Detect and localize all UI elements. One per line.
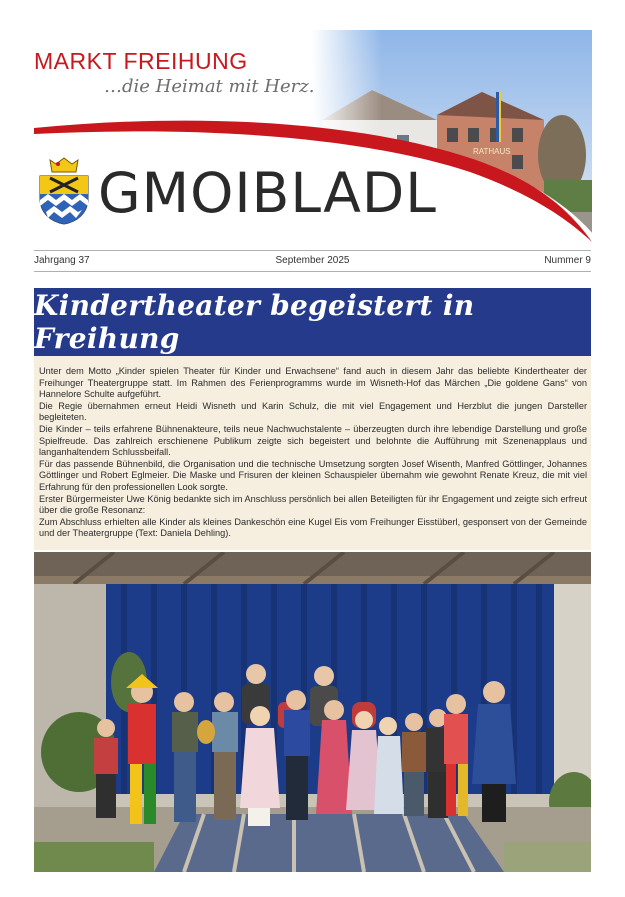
article-title-banner	[34, 288, 591, 356]
issue-info-bar	[34, 250, 591, 272]
brand-slogan: …die Heimat mit Herz.	[104, 76, 315, 97]
article-body	[34, 356, 591, 550]
article-title: Kindertheater begeistert in Freihung	[34, 289, 475, 355]
article-paragraph: Die Regie übernahmen erneut Heidi Wisneth und Karin Schulz, die mit viel Engagement und Herzblut die jungen Darsteller begleiteten.	[39, 400, 587, 423]
article-paragraph: Für das passende Bühnenbild, die Organisation und die technische Umsetzung sorgten Josef Wisenth, Manfred Göttlinger, Johannes Göttlinger und Robert Eglmeier. Die Maske und Frisuren der kleinen Schauspieler übernahm wie gewohnt Renate Kreuz, die mit viel Erfahrung für den professionellen Look sorgte.	[39, 458, 587, 492]
article-paragraph: Die Kinder – teils erfahrene Bühnenakteure, teils neue Nachwuchstalente – überzeugten durch ihre lebendige Darstellung und große Spielfreude. Das zahlreich erschienene Publikum zeigte sich begeistert und belohnte die Aufführung mit Szenenapplaus und langanhaltendem Schlussbeifall.	[39, 423, 587, 458]
brand-name: MARKT FREIHUNG	[34, 48, 248, 74]
coat-of-arms-icon	[36, 154, 92, 226]
article-paragraph: Zum Abschluss erhielten alle Kinder als kleines Dankeschön eine Kugel Eis vom Freihunger Eisstüberl, gesponsert von der Gemeinde und der Theatergruppe (Text: Daniela Dehling).	[39, 516, 587, 539]
article-paragraph: Erster Bürgermeister Uwe König bedankte sich im Anschluss persönlich bei allen Beteiligten für ihr Engagement und zeigte sich erfreut über die große Resonanz:	[39, 493, 587, 516]
volume-label: Jahrgang 37	[34, 255, 90, 266]
issue-date: September 2025	[275, 255, 350, 266]
theater-group-photo	[34, 552, 591, 872]
issue-number: Nummer 9	[544, 255, 591, 266]
article-paragraph: Unter dem Motto „Kinder spielen Theater für Kinder und Erwachsene“ fand auch in diesem Jahr das beliebte Kindertheater der Freihunger Theatergruppe statt. Im Rahmen des Ferienprogramms wurde im Wisneth-Hof das Märchen „Die goldene Gans“ von Hannelore Schulte aufgeführt.	[39, 366, 587, 400]
publication-title: GMOIBLADL	[98, 161, 437, 225]
masthead	[0, 0, 625, 248]
